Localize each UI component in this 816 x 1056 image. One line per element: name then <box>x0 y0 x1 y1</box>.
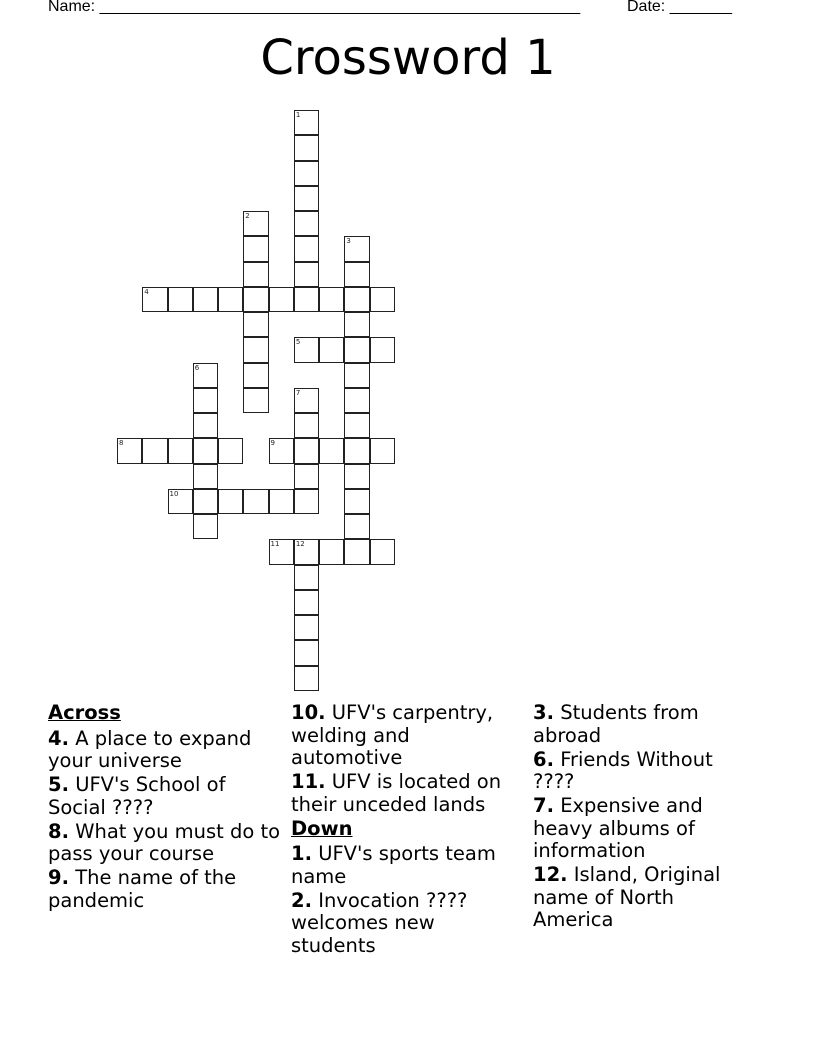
clue-down-12: 12. Island, Original name of North America <box>533 863 721 931</box>
grid-cell[interactable] <box>319 438 344 463</box>
grid-cell[interactable] <box>243 363 268 388</box>
grid-cell[interactable] <box>193 464 218 489</box>
grid-cell[interactable] <box>269 287 294 312</box>
clues-column-2 <box>291 702 521 959</box>
page-title: Crossword 1 <box>260 30 556 86</box>
across-heading: Across <box>48 701 121 724</box>
grid-cell[interactable] <box>218 438 243 463</box>
clue-down-1: 1. UFV's sports team name <box>291 842 496 888</box>
grid-cell[interactable] <box>294 464 319 489</box>
grid-cell[interactable] <box>294 186 319 211</box>
grid-cell[interactable] <box>344 236 369 261</box>
grid-cell[interactable] <box>294 666 319 691</box>
grid-cell[interactable] <box>142 287 167 312</box>
grid-cell[interactable] <box>370 337 395 362</box>
clue-number: 10 <box>169 489 179 498</box>
grid-cell[interactable] <box>294 236 319 261</box>
grid-cell[interactable] <box>294 110 319 135</box>
grid-cell[interactable] <box>294 565 319 590</box>
grid-cell[interactable] <box>370 287 395 312</box>
clue-across-9: 9. The name of the pandemic <box>48 866 237 912</box>
clue-number: 1 <box>295 111 301 119</box>
clue-across-8: 8. What you must do to pass your course <box>48 819 281 865</box>
grid-cell[interactable] <box>243 211 268 236</box>
grid-cell[interactable] <box>117 438 142 463</box>
grid-cell[interactable] <box>193 514 218 539</box>
grid-cell[interactable] <box>344 438 369 463</box>
grid-cell[interactable] <box>294 135 319 160</box>
clue-number: 5 <box>295 338 301 347</box>
grid-cell[interactable] <box>294 590 319 615</box>
grid-cell[interactable] <box>344 287 369 312</box>
grid-cell[interactable] <box>243 489 268 514</box>
grid-cell[interactable] <box>344 388 369 413</box>
clue-across-10: 10. UFV's carpentry, welding and automotive <box>291 701 494 769</box>
grid-cell[interactable] <box>294 287 319 312</box>
grid-cell[interactable] <box>218 287 243 312</box>
clue-number: 12 <box>295 540 305 549</box>
clue-down-6: 6. Friends Without ???? <box>533 747 713 793</box>
grid-cell[interactable] <box>269 489 294 514</box>
grid-cell[interactable] <box>319 287 344 312</box>
grid-cell[interactable] <box>142 438 167 463</box>
grid-cell[interactable] <box>344 489 369 514</box>
clue-number: 11 <box>270 540 280 549</box>
clue-down-3: 3. Students from abroad <box>533 701 699 747</box>
clue-down-7: 7. Expensive and heavy albums of information <box>533 794 703 862</box>
grid-cell[interactable] <box>294 438 319 463</box>
grid-cell[interactable] <box>168 438 193 463</box>
grid-cell[interactable] <box>193 363 218 388</box>
grid-cell[interactable] <box>294 161 319 186</box>
clue-across-11: 11. UFV is located on their unceded lands <box>291 770 502 816</box>
grid-cell[interactable] <box>243 388 268 413</box>
grid-cell[interactable] <box>344 262 369 287</box>
grid-cell[interactable] <box>193 388 218 413</box>
grid-cell[interactable] <box>168 489 193 514</box>
clue-number: 2 <box>245 212 250 221</box>
grid-cell[interactable] <box>344 337 369 362</box>
clue-number: 3 <box>346 237 351 246</box>
grid-cell[interactable] <box>269 539 294 564</box>
clues-column-3 <box>533 702 748 933</box>
grid-cell[interactable] <box>193 287 218 312</box>
clue-across-4: 4. A place to expand your universe <box>48 726 252 772</box>
date-field-label: Date: _______ <box>627 0 732 15</box>
clue-number: 6 <box>194 363 200 372</box>
grid-cell[interactable] <box>168 287 193 312</box>
grid-cell[interactable] <box>319 337 344 362</box>
grid-cell[interactable] <box>193 413 218 438</box>
grid-cell[interactable] <box>218 489 243 514</box>
grid-cell[interactable] <box>344 363 369 388</box>
down-heading: Down <box>291 816 353 840</box>
grid-cell[interactable] <box>294 413 319 438</box>
grid-cell[interactable] <box>294 388 319 413</box>
clue-number: 4 <box>144 287 149 296</box>
clue-across-5: 5. UFV's School of Social ???? <box>48 773 226 819</box>
clue-number: 8 <box>119 439 124 448</box>
clues-column-1 <box>48 702 283 914</box>
grid-cell[interactable] <box>193 438 218 463</box>
grid-cell[interactable] <box>370 539 395 564</box>
grid-cell[interactable] <box>344 413 369 438</box>
grid-cell[interactable] <box>294 337 319 362</box>
grid-cell[interactable] <box>193 489 218 514</box>
grid-cell[interactable] <box>294 489 319 514</box>
grid-cell[interactable] <box>344 312 369 337</box>
grid-cell[interactable] <box>243 337 268 362</box>
grid-cell[interactable] <box>269 438 294 463</box>
name-field-label: Name: ______________________________________________________ <box>48 0 581 15</box>
grid-cell[interactable] <box>344 514 369 539</box>
grid-cell[interactable] <box>243 312 268 337</box>
grid-cell[interactable] <box>294 262 319 287</box>
grid-cell[interactable] <box>294 211 319 236</box>
clue-down-2: 2. Invocation ???? welcomes new students <box>291 888 468 957</box>
grid-cell[interactable] <box>344 539 369 564</box>
clue-number: 9 <box>270 439 276 448</box>
grid-cell[interactable] <box>243 236 268 261</box>
clue-number: 7 <box>295 388 301 397</box>
grid-cell[interactable] <box>344 464 369 489</box>
grid-cell[interactable] <box>243 262 268 287</box>
grid-cell[interactable] <box>294 539 319 564</box>
grid-cell[interactable] <box>294 615 319 640</box>
grid-cell[interactable] <box>319 539 344 564</box>
grid-cell[interactable] <box>243 287 268 312</box>
grid-cell[interactable] <box>370 438 395 463</box>
grid-cell[interactable] <box>294 640 319 665</box>
